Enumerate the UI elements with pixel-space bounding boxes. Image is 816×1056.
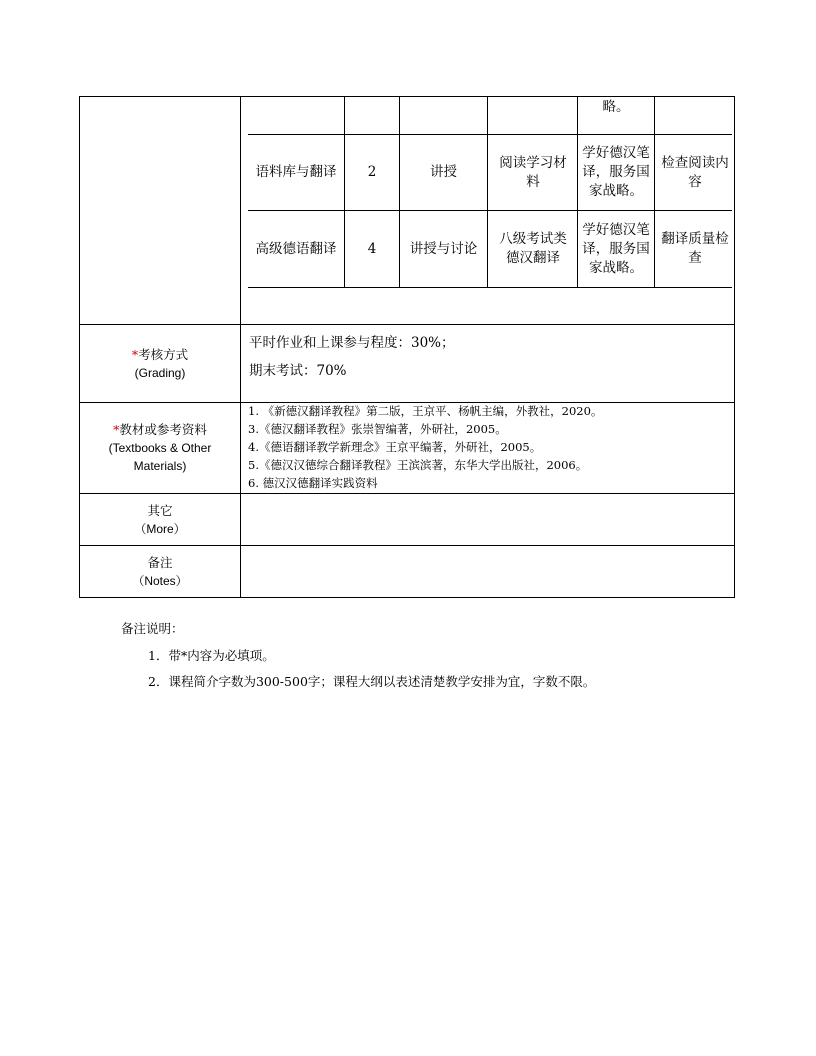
more-label-en: （More）: [134, 521, 186, 536]
reference-item: 4.《德语翻译教学新理念》王京平编著，外研社，2005。: [248, 440, 542, 454]
table-border-bottom: [79, 597, 735, 598]
schedule-topic: 语料库与翻译: [255, 164, 337, 180]
required-asterisk: *: [113, 422, 120, 437]
table-border-right: [734, 96, 735, 598]
textbooks-label-en: (Textbooks & Other: [108, 441, 212, 455]
textbooks-label: [80, 403, 240, 493]
schedule-hours: 4: [367, 240, 377, 257]
schedule-assessment: 检查阅读内容: [661, 154, 729, 190]
inner-column-divider: [577, 96, 578, 288]
schedule-materials: [488, 97, 577, 134]
schedule-objective: 学好德汉笔译，服务国家战略。: [582, 221, 650, 276]
schedule-topic: 高级德语翻译: [255, 240, 337, 257]
reference-item: 1. 《新德汉翻译教程》第二版，王京平、杨帆主编，外教社，2020。: [248, 404, 603, 418]
grading-line: 平时作业和上课参与程度：30%；: [249, 335, 455, 351]
schedule-method: [400, 97, 487, 134]
reference-item: 3.《德汉翻译教程》张崇智编著，外研社，2005。: [248, 422, 507, 436]
schedule-method: 讲授与讨论: [409, 240, 478, 257]
schedule-hours: 2: [367, 164, 377, 180]
schedule-assessment: 翻译质量检查: [661, 231, 729, 266]
required-asterisk: *: [131, 346, 139, 362]
textbooks-label-cn: 教材或参考资料: [119, 422, 207, 437]
grading-line: 期末考试：70%: [249, 363, 347, 379]
notes-label: [80, 546, 240, 597]
inner-row-divider: [248, 287, 732, 288]
reference-item: 6. 德汉汉德翻译实践资料: [248, 476, 378, 490]
grading-label-cn: 考核方式: [138, 346, 189, 362]
schedule-materials: 八级考试类德汉翻译: [499, 231, 567, 266]
more-value: [241, 494, 734, 545]
grading-label-en: (Grading): [134, 365, 186, 380]
schedule-method: 讲授: [430, 164, 457, 180]
more-label: [80, 494, 240, 545]
reference-item: 5.《德汉汉德综合翻译教程》王滨滨著，东华大学出版社，2006。: [248, 458, 588, 472]
schedule-topic: [248, 97, 344, 134]
footnote-item: 2．课程简介字数为300-500字；课程大纲以表述清楚教学安排为宜，字数不限。: [148, 674, 596, 689]
schedule-assessment: [655, 97, 732, 134]
footnotes-title: 备注说明：: [121, 621, 184, 636]
notes-value: [241, 546, 734, 597]
schedule-objective: 略。: [602, 98, 630, 115]
footnote-item: 1．带*内容为必填项。: [148, 648, 275, 663]
more-label-cn: 其它: [147, 502, 173, 518]
schedule-materials: 阅读学习材料: [499, 154, 567, 190]
schedule-objective: 学好德汉笔译，服务国家战略。: [582, 145, 650, 199]
notes-label-en: （Notes）: [132, 573, 188, 588]
textbooks-label-en: Materials): [133, 459, 187, 473]
schedule-hours: [345, 97, 399, 134]
grading-label: [80, 325, 240, 402]
notes-label-cn: 备注: [147, 554, 173, 570]
